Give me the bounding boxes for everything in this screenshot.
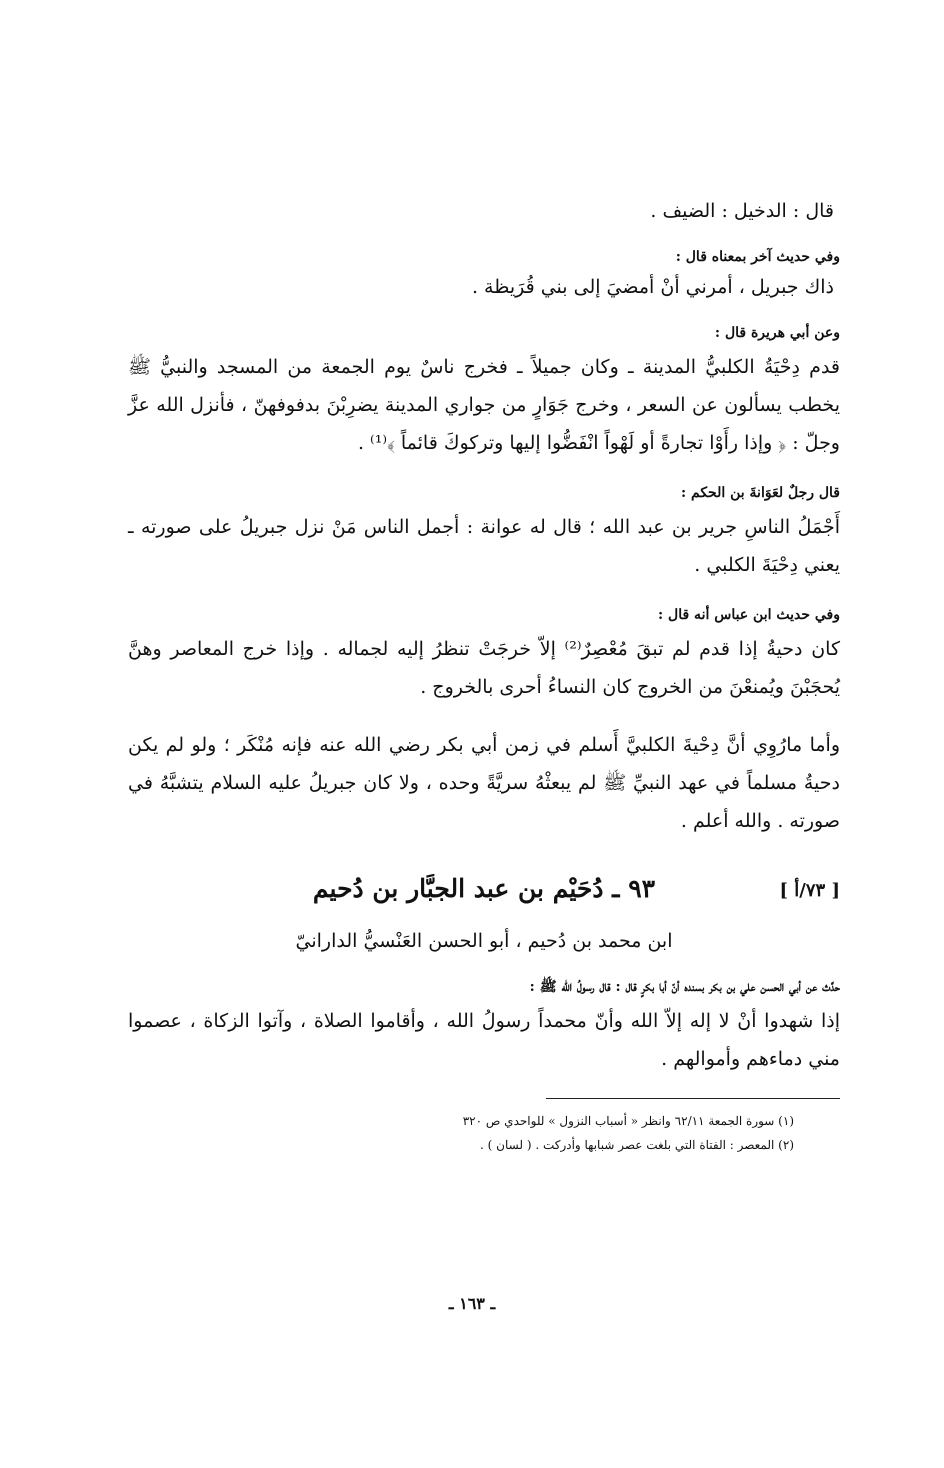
page-number: ـ ١٦٣ ـ: [448, 1294, 496, 1313]
paragraph-dihya-jamal: كان دحيةُ إذا قدم لم تبقَ مُعْصِرٌ⁽²⁾ إلاّ خرجَتْ تنظرُ إليه لجماله . وإذا خرج المعاصر وهنَّ يُحجَبْنَ ويُمنعْنَ من الخروج كان النساءُ أحرى بالخروج .: [128, 638, 840, 698]
intro-abu-hurayra: وعن أبي هريرة قال :: [714, 325, 840, 341]
manuscript-reference: [ ٧٣/أ ]: [779, 880, 840, 901]
paragraph-ajmal-nas: أَجْمَلُ الناسِ جرير بن عبد الله ؛ قال له عوانة : أجمل الناس مَنْ نزل جبريلُ على صورته ـ يعني دِحْيَةَ الكلبي .: [128, 516, 840, 576]
paragraph-jibril: ذاك جبريل ، أمرني أنْ أمضيَ إلى بني قُرَيظة .: [471, 276, 834, 298]
biography-heading: [128, 874, 840, 918]
intro-ibn-abbas: وفي حديث ابن عباس أنه قال :: [658, 607, 840, 623]
paragraph-dihya-madina: قدم دِحْيَةُ الكلبيُّ المدينة ـ وكان جميلاً ـ فخرج ناسٌ يوم الجمعة من المسجد والنبيُّ ﷺ يخطب يسألون عن السعر ، وخرج جَوَارٍ من جواري المدينة يضرِبْنَ بدفوفهنّ ، فأنزل الله عزَّ وجلّ : ﴿ وإذا رأَوْا تجارةً أو لَهْواً انْفَضُّوا إليها وتركوكَ قائماً ﴾⁽¹⁾ .: [128, 356, 840, 454]
intro-awana: قال رجلٌ لعَوَانةَ بن الحكم :: [680, 485, 840, 501]
footnote-separator: [546, 1098, 840, 1099]
page-body: [128, 196, 840, 1159]
footnote-2: (٢) المعصر : الفتاة التي بلغت عصر شبابها وأدركت . ( لسان ) .: [480, 1138, 794, 1152]
biography-lineage: ابن محمد بن دُحيم ، أبو الحسن العَنْسيُّ الدارانيّ: [295, 930, 673, 952]
paragraph-dakhil: قال : الدخيل : الضيف .: [650, 200, 834, 222]
footnote-1: (١) سورة الجمعة ٦٢/١١ وانظر « أسباب النزول » للواحدي ص ٣٢٠: [462, 1114, 794, 1128]
biography-title: ٩٣ ـ دُحَيْم بن عبد الجبَّار بن دُحيم: [312, 874, 656, 903]
paragraph-hadith-shahadah: إذا شهدوا أنْ لا إله إلاّ الله وأنّ محمداً رسولُ الله ، وأقاموا الصلاة ، وآتوا الزكاة ، عصموا مني دماءهم وأموالهم .: [128, 1010, 840, 1070]
paragraph-ma-ruwiya: وأما مارُوِي أنَّ دِحْيةَ الكلبيَّ أَسلم في زمن أبي بكر رضي الله عنه فإنه مُنْكَر ؛ ولو لم يكن دحيةُ مسلماً في عهد النبيِّ ﷺ لم يبعثْهُ سريَّةً وحده ، ولا كان جبريلُ عليه السلام يتشبَّهُ في صورته . والله أعلم .: [128, 734, 840, 832]
intro-hadith-akhar: وفي حديث آخر بمعناه قال :: [675, 249, 840, 265]
intro-haddatha: حدَّث عن أبي الحسن علي بن بكر بسنده أنّ أبا بكرٍ قال : قال رسولُ الله ﷺ :: [529, 979, 840, 995]
